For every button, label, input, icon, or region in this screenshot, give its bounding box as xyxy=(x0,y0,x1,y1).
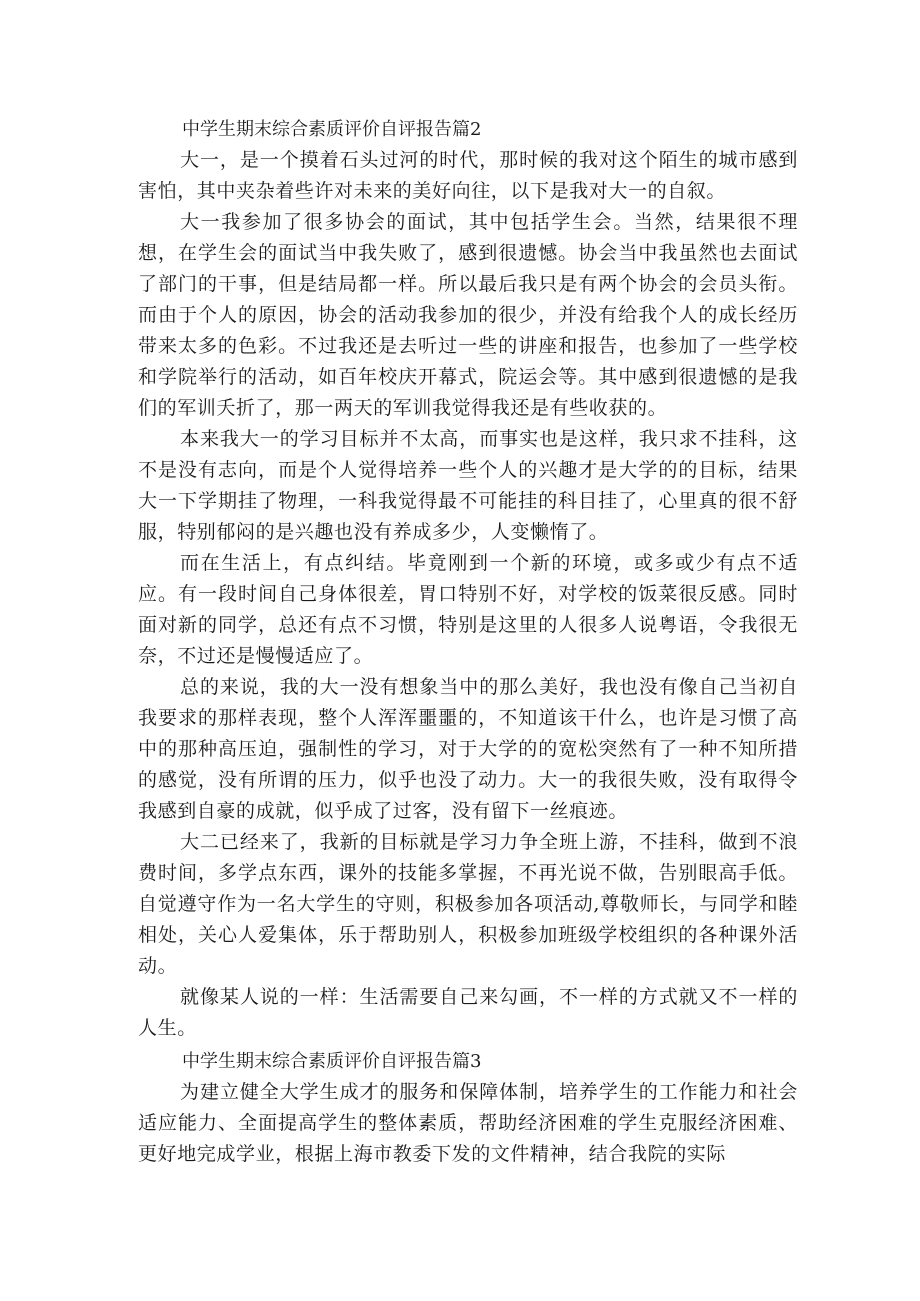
paragraph-2-2: 大一我参加了很多协会的面试，其中包括学生会。当然，结果很不理想，在学生会的面试当中我失败了，感到很遗憾。协会当中我虽然也去面试了部门的干事，但是结局都一样。所以最后我只是有两个协会的会员头衔。而由于个人的原因，协会的活动我参加的很少，并没有给我个人的成长经历带来太多的色彩。不过我还是去听过一些的讲座和报告，也参加了一些学校和学院举行的活动，如百年校庆开幕式，院运会等。其中感到很遗憾的是我们的军训夭折了，那一两天的军训我觉得我还是有些收获的。 xyxy=(138,211,798,419)
paragraph-2-5: 总的来说，我的大一没有想象当中的那么美好，我也没有像自己当初自我要求的那样表现，整个人浑浑噩噩的，不知道该干什么，也许是习惯了高中的那种高压迫，强制性的学习，对于大学的的宽松突然有了一种不知所措的感觉，没有所谓的压力，似乎也没了动力。大一的我很失败，没有取得令我感到自豪的成就，似乎成了过客，没有留下一丝痕迹。 xyxy=(138,676,798,822)
paragraph-2-3: 本来我大一的学习目标并不太高，而事实也是这样，我只求不挂科，这不是没有志向，而是个人觉得培养一些个人的兴趣才是大学的的目标，结果大一下学期挂了物理，一科我觉得最不可能挂的科目挂了，心里真的很不舒服，特别郁闷的是兴趣也没有养成多少，人变懒惰了。 xyxy=(138,428,798,543)
section-heading-3: 中学生期末综合素质评价自评报告篇3 xyxy=(182,1051,482,1072)
paragraph-2-1: 大一，是一个摸着石头过河的时代，那时候的我对这个陌生的城市感到害怕，其中夹杂着些许对未来的美好向往，以下是我对大一的自叙。 xyxy=(138,149,798,202)
paragraph-2-7: 就像某人说的一样：生活需要自己来勾画，不一样的方式就又不一样的人生。 xyxy=(138,986,798,1039)
document-page xyxy=(138,112,798,1170)
paragraph-3-1: 为建立健全大学生成才的服务和保障体制，培养学生的工作能力和社会适应能力、全面提高学生的整体素质，帮助经济困难的学生克服经济困难、更好地完成学业，根据上海市教委下发的文件精神，结合我院的实际 xyxy=(138,1081,798,1165)
section-heading-2: 中学生期末综合素质评价自评报告篇2 xyxy=(182,119,482,140)
paragraph-2-6: 大二已经来了，我新的目标就是学习力争全班上游，不挂科，做到不浪费时间，多学点东西，课外的技能多掌握，不再光说不做，告别眼高手低。自觉遵守作为一名大学生的守则，积极参加各项活动,尊敬师长，与同学和睦相处，关心人爱集体，乐于帮助别人，积极参加班级学校组织的各种课外活动。 xyxy=(138,831,798,977)
paragraph-2-4: 而在生活上，有点纠结。毕竟刚到一个新的环境，或多或少有点不适应。有一段时间自己身体很差，胃口特别不好，对学校的饭菜很反感。同时面对新的同学，总还有点不习惯，特别是这里的人很多人说粤语，令我很无奈，不过还是慢慢适应了。 xyxy=(138,552,798,667)
